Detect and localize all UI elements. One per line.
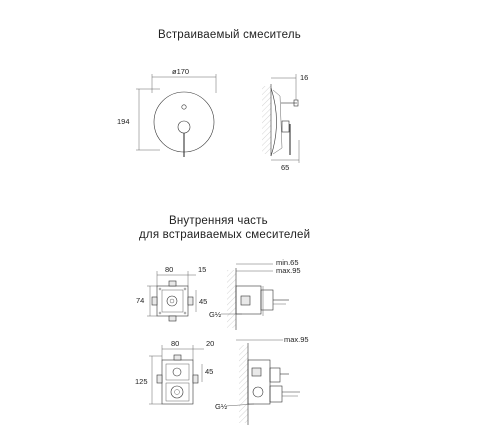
box-a-side-view xyxy=(209,258,301,330)
b-cartridge xyxy=(171,386,183,398)
handle-side xyxy=(282,121,289,132)
b-right-label: 20 xyxy=(206,339,215,348)
a-port-right xyxy=(188,297,193,305)
diameter-label: ø170 xyxy=(172,67,190,76)
b-box-body xyxy=(162,360,193,404)
a-center-cartridge xyxy=(167,296,177,306)
mixer-front-view xyxy=(117,67,216,157)
b-height-label: 125 xyxy=(135,377,148,386)
b-port-top xyxy=(174,355,181,360)
a-width-label: 80 xyxy=(165,265,174,274)
a-screw-3 xyxy=(159,312,161,314)
b-port-left xyxy=(157,375,162,383)
a-box-inner xyxy=(162,290,183,312)
a-right-label: 15 xyxy=(198,265,207,274)
b-height-right-label: 45 xyxy=(205,367,214,376)
diverter-button xyxy=(182,105,186,109)
a-port-bottom xyxy=(169,316,176,321)
box-b-front-view xyxy=(135,339,214,404)
a-height-right-label: 45 xyxy=(199,297,208,306)
a-screw-2 xyxy=(184,288,186,290)
a-port-left xyxy=(152,297,157,305)
depth-bottom-label: 65 xyxy=(281,163,290,172)
b-side-body xyxy=(248,360,270,404)
b-side-window-1 xyxy=(252,368,261,376)
b-box-lower xyxy=(166,383,189,401)
a-thread-label: G½ xyxy=(209,310,222,319)
a-port-top xyxy=(169,281,176,286)
b-max-label: max.95 xyxy=(284,335,309,344)
b-side-diverter xyxy=(270,368,280,382)
b-spindle xyxy=(175,390,180,395)
box-b-side-view xyxy=(215,335,309,425)
b-wall-hatch xyxy=(239,345,248,423)
a-height-label: 74 xyxy=(136,296,145,305)
a-screw-1 xyxy=(159,288,161,290)
mixer-side-view xyxy=(262,73,308,172)
b-side-cartridge xyxy=(270,386,282,402)
handle-base xyxy=(178,121,190,133)
a-side-window xyxy=(241,296,250,305)
internal-part-title-line1: Внутренняя часть xyxy=(169,215,268,227)
a-max-label: max.95 xyxy=(276,266,301,275)
a-screw-4 xyxy=(184,312,186,314)
b-thread-label: G½ xyxy=(215,402,228,411)
internal-part-title-line2: для встраиваемых смесителей xyxy=(139,229,311,241)
depth-top-label: 16 xyxy=(300,73,309,82)
b-width-label: 80 xyxy=(171,339,180,348)
a-center-spindle xyxy=(170,299,174,303)
a-wall-hatch xyxy=(227,270,236,328)
mixer-title: Встраиваемый смеситель xyxy=(158,29,301,41)
plate-profile xyxy=(271,88,277,156)
b-box-upper xyxy=(166,364,189,380)
b-diverter xyxy=(173,368,181,376)
box-a-front-view xyxy=(136,265,207,321)
b-side-port xyxy=(253,387,263,397)
height-label: 194 xyxy=(117,117,130,126)
a-min-label: min.65 xyxy=(276,258,299,267)
a-box-body xyxy=(157,286,188,316)
wall-hatch xyxy=(262,86,271,154)
b-port-right xyxy=(193,375,198,383)
